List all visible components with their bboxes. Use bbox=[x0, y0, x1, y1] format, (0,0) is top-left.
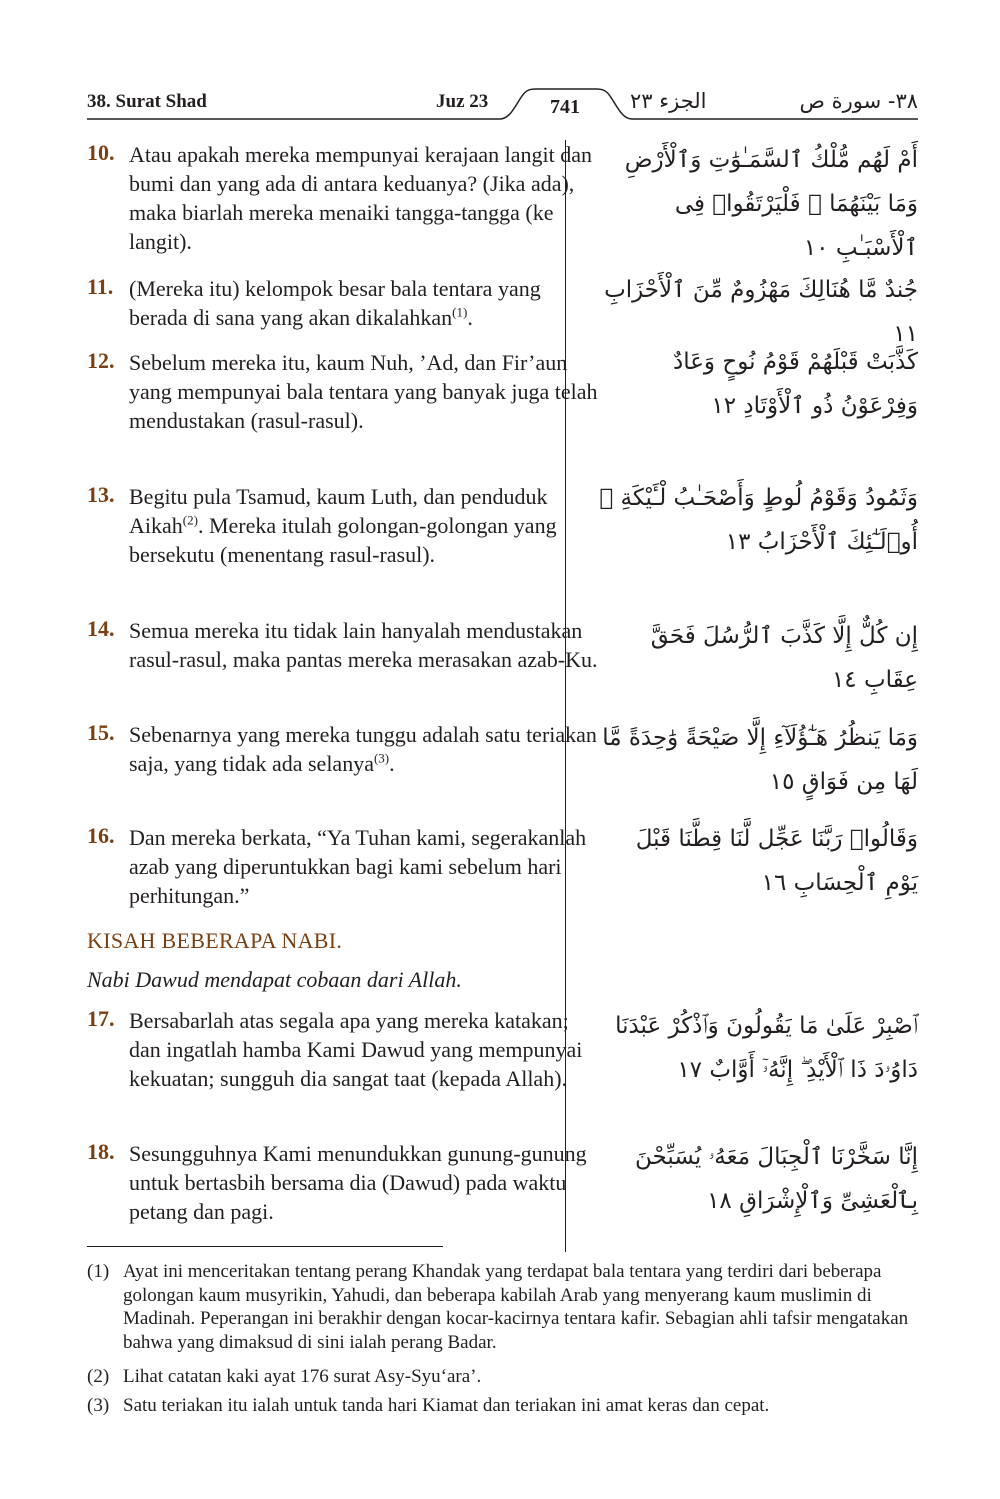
footnote-text: Satu teriakan itu ialah untuk tanda hari Kiamat dan teriakan ini amat keras dan cepat. bbox=[123, 1395, 770, 1416]
verse-arabic: كَذَّبَتْ قَبْلَهُمْ قَوْمُ نُوحٍ وَعَادٌ وَفِرْعَوْنُ ذُو ٱلْأَوْتَادِ ١٢ bbox=[672, 349, 918, 419]
section-heading: KISAH BEBERAPA NABI. bbox=[87, 928, 343, 953]
footnote-mark: (2) bbox=[87, 1366, 110, 1387]
verse-arabic: جُندٌ مَّا هُنَالِكَ مَهْزُومٌ مِّنَ ٱلْأَحْزَابِ ١١ bbox=[604, 277, 918, 347]
verse-number: 10. bbox=[87, 140, 115, 165]
footnote-ref[interactable]: (2) bbox=[182, 512, 198, 528]
footnote bbox=[87, 1365, 927, 1389]
section-subheading: Nabi Dawud mendapat cobaan dari Allah. bbox=[87, 967, 462, 992]
verse-number: 11. bbox=[87, 274, 114, 299]
footnote-text: Lihat catatan kaki ayat 176 surat Asy-Syu‘ara’. bbox=[123, 1366, 482, 1387]
verse-number: 18. bbox=[87, 1139, 115, 1164]
footnote-mark: (3) bbox=[87, 1395, 110, 1416]
footnote-mark: (1) bbox=[87, 1261, 110, 1282]
footnote-ref[interactable]: (3) bbox=[373, 750, 390, 766]
verse-translation: Semua mereka itu tidak lain hanyalah mendustakan rasul-rasul, maka pantas mereka merasakan azab-Ku. bbox=[129, 618, 598, 672]
verse-translation: Sebelum mereka itu, kaum Nuh, ’Ad, dan Fir’aun yang mempunyai bala tentara yang banyak juga telah mendustakan (rasul-rasul). bbox=[129, 350, 598, 433]
verse-arabic: إِنَّا سَخَّرْنَا ٱلْجِبَالَ مَعَهُۥ يُسَبِّحْنَ بِٱلْعَشِىِّ وَٱلْإِشْرَاقِ ١٨ bbox=[635, 1144, 918, 1214]
verse-translation: Dan mereka berkata, “Ya Tuhan kami, segerakanlah azab yang diperuntukkan bagi kami sebelum hari perhitungan.” bbox=[129, 825, 587, 908]
footnote-divider bbox=[87, 1246, 443, 1247]
verse-translation: (Mereka itu) kelompok besar bala tentara yang berada di sana yang akan dikalahkan$^{(1)}$. bbox=[129, 276, 541, 330]
surah-title-latin: 38. Surat Shad bbox=[87, 91, 207, 112]
verse-arabic: وَمَا يَنظُرُ هَـٰٓؤُلَآءِ إِلَّا صَيْحَةً وَٰحِدَةً مَّا لَهَا مِن فَوَاقٍ ١٥ bbox=[602, 725, 918, 795]
page-header bbox=[0, 86, 1000, 126]
verse-translation: Atau apakah mereka mempunyai kerajaan langit dan bumi dan yang ada di antara keduanya? (Jika ada), maka biarlah mereka menaiki tangga-tangga (ke langit). bbox=[129, 142, 593, 254]
page-number: 741 bbox=[550, 96, 580, 118]
verse-arabic: ٱصْبِرْ عَلَىٰ مَا يَقُولُونَ وَٱذْكُرْ عَبْدَنَا دَاوُۥدَ ذَا ٱلْأَيْدِ ۖ إِنَّهُۥٓ أَوَّابٌ ١٧ bbox=[615, 1013, 918, 1083]
verse-translation: Sebenarnya yang mereka tunggu adalah satu teriakan saja, yang tidak ada selanya$^{(3)}$. bbox=[129, 722, 597, 776]
footnote bbox=[87, 1394, 927, 1418]
footnote-text: Ayat ini menceritakan tentang perang Khandak yang terdapat bala tentara yang terdiri dari beberapa golongan kaum musyrikin, Yahudi, dan beberapa kabilah Arab yang menyerang kaum muslimin di Madinah. Peperangan ini berakhir dengan kocar-kacirnya tentara kafir. Sebagian ahli tafsir mengatakan bahwa yang dimaksud di sini ialah perang Badar. bbox=[123, 1261, 909, 1353]
surah-title-arabic: ٣٨- سورة ص bbox=[799, 89, 918, 113]
verse-number: 13. bbox=[87, 482, 115, 507]
verse-translation: Sesungguhnya Kami menundukkan gunung-gunung untuk bertasbih bersama dia (Dawud) pada waktu petang dan pagi. bbox=[129, 1141, 587, 1224]
verse-translation: Bersabarlah atas segala apa yang mereka katakan; dan ingatlah hamba Kami Dawud yang mempunyai kekuatan; sungguh dia sangat taat (kepada Allah). bbox=[129, 1008, 583, 1091]
verse-number: 14. bbox=[87, 616, 115, 641]
verse-arabic: وَقَالُوا۟ رَبَّنَا عَجِّل لَّنَا قِطَّنَا قَبْلَ يَوْمِ ٱلْحِسَابِ ١٦ bbox=[635, 826, 918, 896]
verse-number: 17. bbox=[87, 1006, 115, 1031]
footnote bbox=[87, 1260, 927, 1354]
verse-number: 12. bbox=[87, 348, 115, 373]
verse-number: 16. bbox=[87, 823, 115, 848]
verse-translation: Begitu pula Tsamud, kaum Luth, dan penduduk Aikah$^{(2)}$. Mereka itulah golongan-golongan yang bersekutu (menentang rasul-rasul). bbox=[129, 484, 557, 567]
juz-label-arabic: الجزء ٢٣ bbox=[630, 89, 707, 113]
juz-label: Juz 23 bbox=[436, 91, 489, 112]
verse-number: 15. bbox=[87, 720, 115, 745]
verse-arabic: أَمْ لَهُم مُّلْكُ ٱلسَّمَـٰوَٰتِ وَٱلْأَرْضِ وَمَا بَيْنَهُمَا ۖ فَلْيَرْتَقُوا۟ فِى ٱلْأَسْبَـٰبِ ١٠ bbox=[624, 147, 918, 261]
footnote-ref[interactable]: (1) bbox=[452, 304, 468, 320]
verse-arabic: وَثَمُودُ وَقَوْمُ لُوطٍ وَأَصْحَـٰبُ لْـَٔيْكَةِ ۚ أُو۟لَـٰٓئِكَ ٱلْأَحْزَابُ ١٣ bbox=[599, 485, 918, 555]
verse-arabic: إِن كُلٌّ إِلَّا كَذَّبَ ٱلرُّسُلَ فَحَقَّ عِقَابِ ١٤ bbox=[650, 623, 918, 693]
